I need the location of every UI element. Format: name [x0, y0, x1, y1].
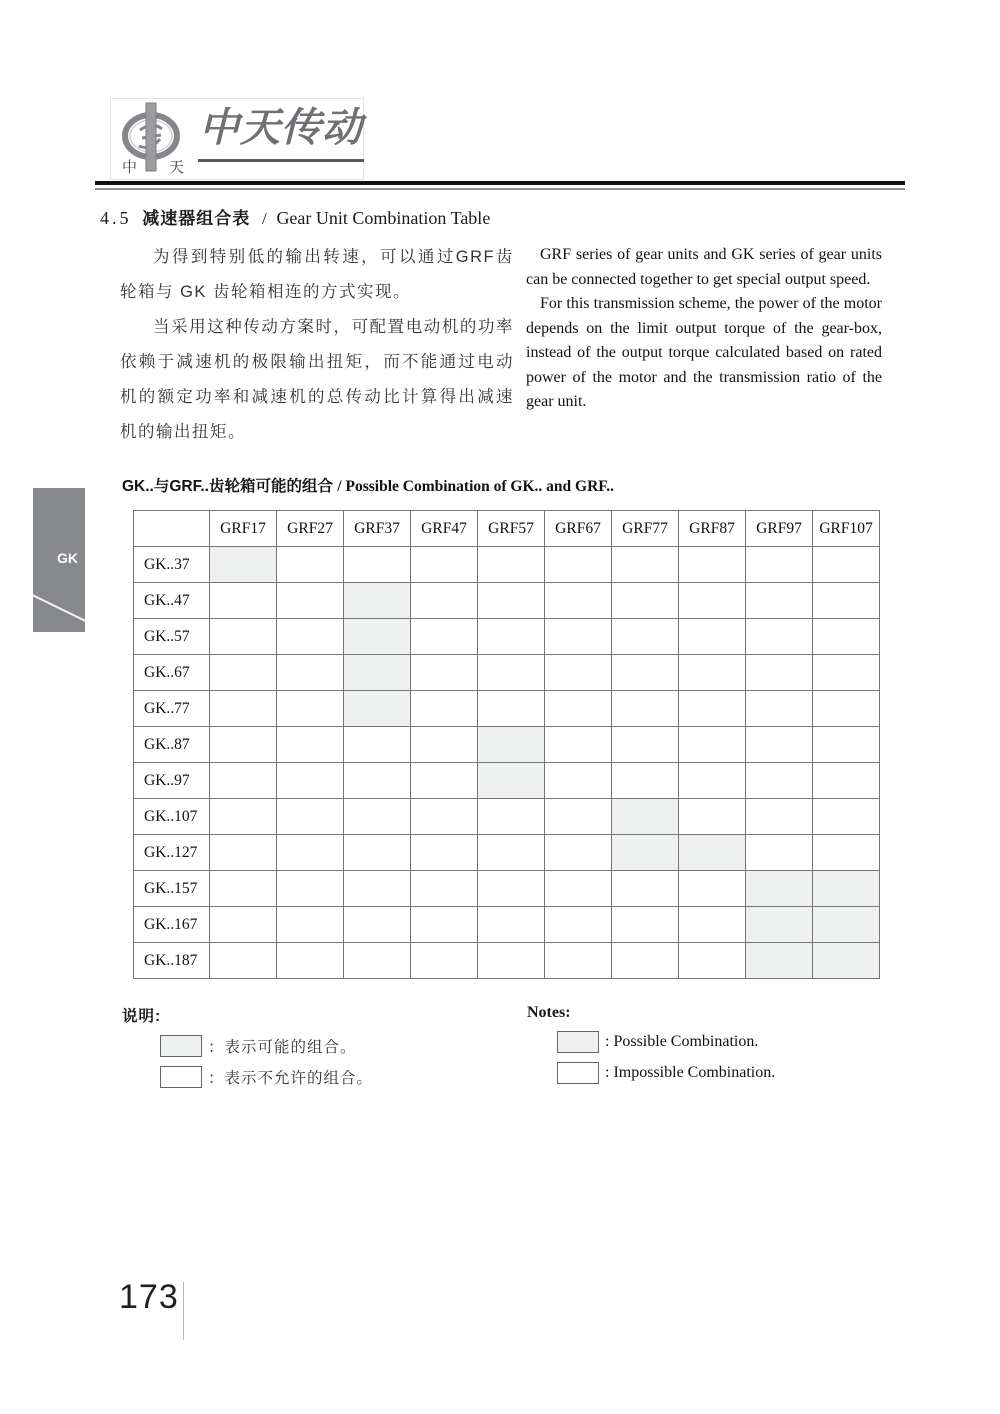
cell-GK87-GRF87: [679, 727, 746, 763]
cell-GK57-GRF47: [411, 619, 478, 655]
cell-GK127-GRF37: [344, 835, 411, 871]
column-header-grf37: GRF37: [344, 511, 411, 547]
cell-GK107-GRF97: [746, 799, 813, 835]
table-row: [134, 619, 880, 655]
cell-GK67-GRF27: [277, 655, 344, 691]
cell-GK157-GRF57: [478, 871, 545, 907]
table-row: [134, 727, 880, 763]
cell-GK47-GRF77: [612, 583, 679, 619]
cell-GK87-GRF77: [612, 727, 679, 763]
cell-GK67-GRF107: [813, 655, 880, 691]
cell-GK107-GRF37: [344, 799, 411, 835]
section-title-separator: /: [261, 209, 267, 228]
page-number: 173: [119, 1278, 179, 1316]
cell-GK57-GRF57: [478, 619, 545, 655]
cell-GK77-GRF77: [612, 691, 679, 727]
cell-GK37-GRF77: [612, 547, 679, 583]
column-header-grf97: GRF97: [746, 511, 813, 547]
column-header-grf47: GRF47: [411, 511, 478, 547]
cell-GK67-GRF17: [210, 655, 277, 691]
possible-swatch-icon: [557, 1031, 599, 1053]
impossible-swatch-icon: [160, 1066, 202, 1088]
possible-cell-GK87-GRF57: [478, 727, 545, 763]
cell-GK127-GRF67: [545, 835, 612, 871]
legend-possible-text-en: : Possible Combination.: [605, 1033, 759, 1050]
possible-cell-GK127-GRF77: [612, 835, 679, 871]
cell-GK57-GRF27: [277, 619, 344, 655]
cell-GK47-GRF57: [478, 583, 545, 619]
row-header-gk157: GK..157: [134, 871, 210, 907]
cell-GK187-GRF17: [210, 943, 277, 979]
table-row: [134, 691, 880, 727]
cell-GK77-GRF17: [210, 691, 277, 727]
row-header-gk127: GK..127: [134, 835, 210, 871]
cell-GK67-GRF67: [545, 655, 612, 691]
column-header-grf107: GRF107: [813, 511, 880, 547]
cell-GK187-GRF47: [411, 943, 478, 979]
cell-GK47-GRF47: [411, 583, 478, 619]
possible-cell-GK127-GRF87: [679, 835, 746, 871]
cell-GK107-GRF57: [478, 799, 545, 835]
cell-GK157-GRF37: [344, 871, 411, 907]
legend-impossible-text-en: : Impossible Combination.: [605, 1064, 776, 1081]
cell-GK167-GRF77: [612, 907, 679, 943]
row-header-gk187: GK..187: [134, 943, 210, 979]
column-header-grf27: GRF27: [277, 511, 344, 547]
cell-GK107-GRF87: [679, 799, 746, 835]
table-row: [134, 547, 880, 583]
table-row: [134, 871, 880, 907]
emblem-char-left: 中: [122, 160, 138, 176]
possible-cell-GK107-GRF77: [612, 799, 679, 835]
cell-GK167-GRF67: [545, 907, 612, 943]
row-header-gk67: GK..67: [134, 655, 210, 691]
cell-GK47-GRF27: [277, 583, 344, 619]
cell-GK47-GRF17: [210, 583, 277, 619]
legend-chinese: [122, 1004, 373, 1088]
cell-GK127-GRF47: [411, 835, 478, 871]
sidebar-tab-gk: [33, 488, 85, 632]
section-title: [100, 204, 490, 229]
legend-row-possible-en: [527, 1031, 775, 1053]
cell-GK37-GRF47: [411, 547, 478, 583]
intro-zh-paragraph: 为得到特别低的输出转速，可以通过GRF齿轮箱与 GK 齿轮箱相连的方式实现。: [120, 248, 514, 301]
cell-GK57-GRF77: [612, 619, 679, 655]
cell-GK97-GRF27: [277, 763, 344, 799]
cell-GK167-GRF57: [478, 907, 545, 943]
row-header-gk37: GK..37: [134, 547, 210, 583]
possible-cell-GK187-GRF97: [746, 943, 813, 979]
page-number-rule: [183, 1282, 184, 1340]
table-row: [134, 943, 880, 979]
section-number: 4.5: [100, 208, 132, 228]
cell-GK107-GRF107: [813, 799, 880, 835]
possible-cell-GK67-GRF37: [344, 655, 411, 691]
emblem-char-right: 天: [169, 160, 185, 176]
column-header-grf87: GRF87: [679, 511, 746, 547]
cell-GK67-GRF47: [411, 655, 478, 691]
possible-cell-GK157-GRF107: [813, 871, 880, 907]
cell-GK77-GRF107: [813, 691, 880, 727]
cell-GK37-GRF97: [746, 547, 813, 583]
cell-GK167-GRF37: [344, 907, 411, 943]
table-row: [134, 907, 880, 943]
section-title-en: Gear Unit Combination Table: [276, 208, 491, 228]
possible-swatch-icon: [160, 1035, 202, 1057]
header-divider-thin: [95, 188, 905, 190]
possible-cell-GK187-GRF107: [813, 943, 880, 979]
cell-GK107-GRF47: [411, 799, 478, 835]
cell-GK87-GRF27: [277, 727, 344, 763]
cell-GK47-GRF67: [545, 583, 612, 619]
table-row: [134, 799, 880, 835]
table-title-zh: GK..与GRF..齿轮箱可能的组合: [122, 478, 333, 495]
logo-emblem-icon: [115, 100, 197, 178]
cell-GK127-GRF57: [478, 835, 545, 871]
cell-GK187-GRF67: [545, 943, 612, 979]
cell-GK187-GRF37: [344, 943, 411, 979]
cell-GK127-GRF97: [746, 835, 813, 871]
cell-GK67-GRF57: [478, 655, 545, 691]
cell-GK97-GRF87: [679, 763, 746, 799]
intro-english: [526, 243, 882, 415]
column-header-grf67: GRF67: [545, 511, 612, 547]
cell-GK157-GRF67: [545, 871, 612, 907]
row-header-gk87: GK..87: [134, 727, 210, 763]
cell-GK47-GRF87: [679, 583, 746, 619]
cell-GK77-GRF57: [478, 691, 545, 727]
table-corner-cell: [134, 511, 210, 547]
cell-GK97-GRF107: [813, 763, 880, 799]
intro-zh-paragraph: 当采用这种传动方案时，可配置电动机的功率依赖于减速机的极限输出扭矩，而不能通过电动机的额定功率和减速机的总传动比计算得出减速机的输出扭矩。: [120, 318, 514, 441]
impossible-swatch-icon: [557, 1062, 599, 1084]
row-header-gk97: GK..97: [134, 763, 210, 799]
cell-GK57-GRF87: [679, 619, 746, 655]
sidebar-tab-slash: [33, 594, 85, 624]
intro-chinese: [120, 240, 514, 450]
cell-GK127-GRF17: [210, 835, 277, 871]
possible-cell-GK167-GRF107: [813, 907, 880, 943]
row-header-gk47: GK..47: [134, 583, 210, 619]
possible-cell-GK97-GRF57: [478, 763, 545, 799]
combination-table: [133, 510, 880, 979]
cell-GK107-GRF17: [210, 799, 277, 835]
cell-GK97-GRF77: [612, 763, 679, 799]
legend-title-zh: 说明:: [122, 1008, 162, 1025]
cell-GK67-GRF87: [679, 655, 746, 691]
cell-GK187-GRF77: [612, 943, 679, 979]
possible-cell-GK47-GRF37: [344, 583, 411, 619]
cell-GK87-GRF97: [746, 727, 813, 763]
table-row: [134, 655, 880, 691]
cell-GK47-GRF107: [813, 583, 880, 619]
legend-title-en: Notes:: [527, 1004, 571, 1021]
cell-GK127-GRF27: [277, 835, 344, 871]
table-row: [134, 835, 880, 871]
cell-GK97-GRF17: [210, 763, 277, 799]
logo-brand-text: 中天传动: [199, 106, 363, 150]
intro-en-paragraph: GRF series of gear units and GK series of gear units can be connected together to get special output speed.: [526, 246, 882, 288]
row-header-gk77: GK..77: [134, 691, 210, 727]
cell-GK77-GRF97: [746, 691, 813, 727]
sidebar-tab-label: GK: [57, 550, 78, 566]
cell-GK167-GRF27: [277, 907, 344, 943]
cell-GK37-GRF107: [813, 547, 880, 583]
cell-GK67-GRF77: [612, 655, 679, 691]
possible-cell-GK157-GRF97: [746, 871, 813, 907]
cell-GK157-GRF27: [277, 871, 344, 907]
cell-GK77-GRF47: [411, 691, 478, 727]
possible-cell-GK37-GRF17: [210, 547, 277, 583]
legend-impossible-text-zh: ：表示不允许的组合。: [208, 1070, 374, 1087]
section-title-zh: 减速器组合表: [142, 209, 251, 228]
cell-GK47-GRF97: [746, 583, 813, 619]
logo-underline: [198, 159, 364, 162]
cell-GK37-GRF37: [344, 547, 411, 583]
cell-GK97-GRF67: [545, 763, 612, 799]
row-header-gk107: GK..107: [134, 799, 210, 835]
table-title-en: Possible Combination of GK.. and GRF..: [345, 478, 615, 495]
cell-GK87-GRF37: [344, 727, 411, 763]
row-header-gk57: GK..57: [134, 619, 210, 655]
cell-GK107-GRF67: [545, 799, 612, 835]
cell-GK97-GRF97: [746, 763, 813, 799]
cell-GK87-GRF17: [210, 727, 277, 763]
cell-GK167-GRF17: [210, 907, 277, 943]
legend-english: [527, 1004, 775, 1084]
cell-GK97-GRF37: [344, 763, 411, 799]
table-row: [134, 583, 880, 619]
cell-GK87-GRF107: [813, 727, 880, 763]
cell-GK57-GRF67: [545, 619, 612, 655]
table-title-separator: /: [337, 478, 342, 495]
cell-GK157-GRF17: [210, 871, 277, 907]
column-header-grf57: GRF57: [478, 511, 545, 547]
legend-row-impossible-zh: [122, 1066, 373, 1088]
legend-row-impossible-en: [527, 1062, 775, 1084]
cell-GK37-GRF57: [478, 547, 545, 583]
cell-GK187-GRF57: [478, 943, 545, 979]
cell-GK157-GRF87: [679, 871, 746, 907]
cell-GK167-GRF47: [411, 907, 478, 943]
cell-GK107-GRF27: [277, 799, 344, 835]
intro-en-paragraph: For this transmission scheme, the power of the motor depends on the limit output torque of the gear-box, instead of the output torque calculated based on rated power of the motor and the transmission ratio of the gear unit.: [526, 295, 882, 410]
column-header-grf77: GRF77: [612, 511, 679, 547]
header-divider-thick: [95, 181, 905, 185]
table-header-row: [134, 511, 880, 547]
cell-GK37-GRF67: [545, 547, 612, 583]
cell-GK67-GRF97: [746, 655, 813, 691]
cell-GK77-GRF67: [545, 691, 612, 727]
possible-cell-GK57-GRF37: [344, 619, 411, 655]
table-row: [134, 763, 880, 799]
cell-GK37-GRF27: [277, 547, 344, 583]
cell-GK157-GRF77: [612, 871, 679, 907]
possible-cell-GK167-GRF97: [746, 907, 813, 943]
column-header-grf17: GRF17: [210, 511, 277, 547]
company-logo: [110, 98, 364, 180]
cell-GK87-GRF67: [545, 727, 612, 763]
cell-GK167-GRF87: [679, 907, 746, 943]
cell-GK97-GRF47: [411, 763, 478, 799]
cell-GK187-GRF87: [679, 943, 746, 979]
cell-GK37-GRF87: [679, 547, 746, 583]
cell-GK127-GRF107: [813, 835, 880, 871]
cell-GK57-GRF17: [210, 619, 277, 655]
combination-table-title: [122, 474, 614, 496]
legend-row-possible-zh: [122, 1035, 373, 1057]
cell-GK77-GRF87: [679, 691, 746, 727]
cell-GK57-GRF107: [813, 619, 880, 655]
possible-cell-GK77-GRF37: [344, 691, 411, 727]
cell-GK87-GRF47: [411, 727, 478, 763]
legend-possible-text-zh: ：表示可能的组合。: [208, 1039, 357, 1056]
cell-GK77-GRF27: [277, 691, 344, 727]
cell-GK187-GRF27: [277, 943, 344, 979]
row-header-gk167: GK..167: [134, 907, 210, 943]
cell-GK57-GRF97: [746, 619, 813, 655]
cell-GK157-GRF47: [411, 871, 478, 907]
